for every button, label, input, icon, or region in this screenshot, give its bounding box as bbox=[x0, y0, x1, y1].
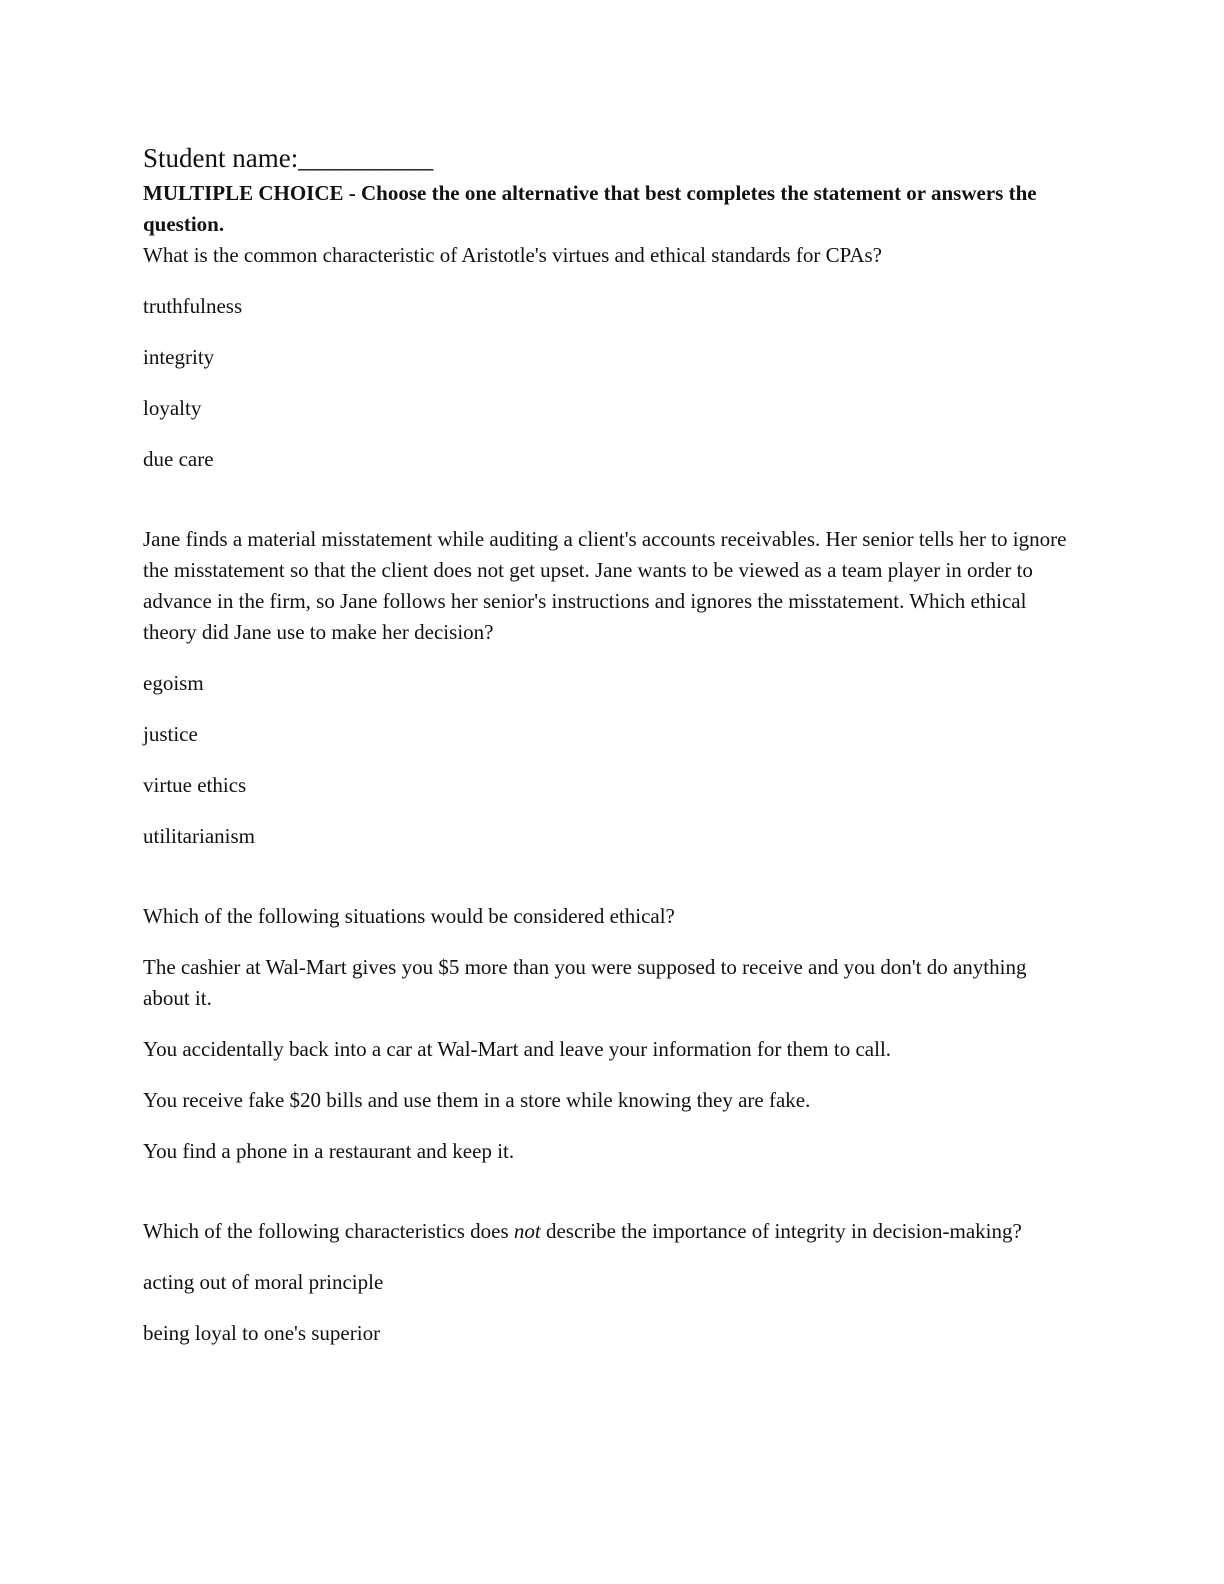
student-name-label: Student name: bbox=[143, 143, 299, 173]
question-text: Which of the following situations would be considered ethical? bbox=[143, 904, 675, 928]
question-1 bbox=[143, 240, 1073, 475]
choice-item[interactable]: egoism bbox=[143, 671, 204, 695]
document-page bbox=[143, 138, 1073, 1349]
choice-item[interactable]: integrity bbox=[143, 345, 215, 369]
choice-item[interactable]: You accidentally back into a car at Wal-Mart and leave your information for them to call. bbox=[143, 1037, 892, 1061]
question-4 bbox=[143, 1216, 1073, 1349]
student-name-blank[interactable]: __________ bbox=[298, 143, 434, 173]
question-text-after: describe the importance of integrity in decision-making? bbox=[540, 1219, 1022, 1243]
question-text bbox=[143, 1216, 1073, 1247]
choice-item[interactable]: truthfulness bbox=[143, 294, 243, 318]
choice-item[interactable]: due care bbox=[143, 447, 214, 471]
question-text-emphasis: not bbox=[513, 1219, 541, 1243]
choice-item[interactable]: You find a phone in a restaurant and keep it. bbox=[143, 1139, 515, 1163]
choice-item[interactable]: virtue ethics bbox=[143, 773, 247, 797]
student-name-line bbox=[143, 138, 1073, 178]
question-text-before: Which of the following characteristics does bbox=[143, 1219, 514, 1243]
question-3 bbox=[143, 901, 1073, 1167]
instructions-heading: MULTIPLE CHOICE - Choose the one alternative that best completes the statement or answers the question. bbox=[143, 181, 1037, 236]
question-text: What is the common characteristic of Aristotle's virtues and ethical standards for CPAs? bbox=[143, 243, 882, 267]
choice-item[interactable]: You receive fake $20 bills and use them in a store while knowing they are fake. bbox=[143, 1088, 811, 1112]
choice-item[interactable]: justice bbox=[143, 722, 198, 746]
choice-item[interactable]: loyalty bbox=[143, 396, 202, 420]
question-text: Jane finds a material misstatement while auditing a client's accounts receivables. Her senior tells her to ignore the misstatement so that the client does not get upset. Jane wants to be viewed as a team player in order to advance in the firm, so Jane follows her senior's instructions and ignores the misstatement. Which ethical theory did Jane use to make her decision? bbox=[143, 527, 1067, 644]
choice-item[interactable]: The cashier at Wal-Mart gives you $5 more than you were supposed to receive and you don't do anything about it. bbox=[143, 955, 1027, 1010]
choice-item[interactable]: being loyal to one's superior bbox=[143, 1321, 381, 1345]
choice-item[interactable]: acting out of moral principle bbox=[143, 1270, 384, 1294]
choice-item[interactable]: utilitarianism bbox=[143, 824, 255, 848]
question-2 bbox=[143, 524, 1073, 852]
